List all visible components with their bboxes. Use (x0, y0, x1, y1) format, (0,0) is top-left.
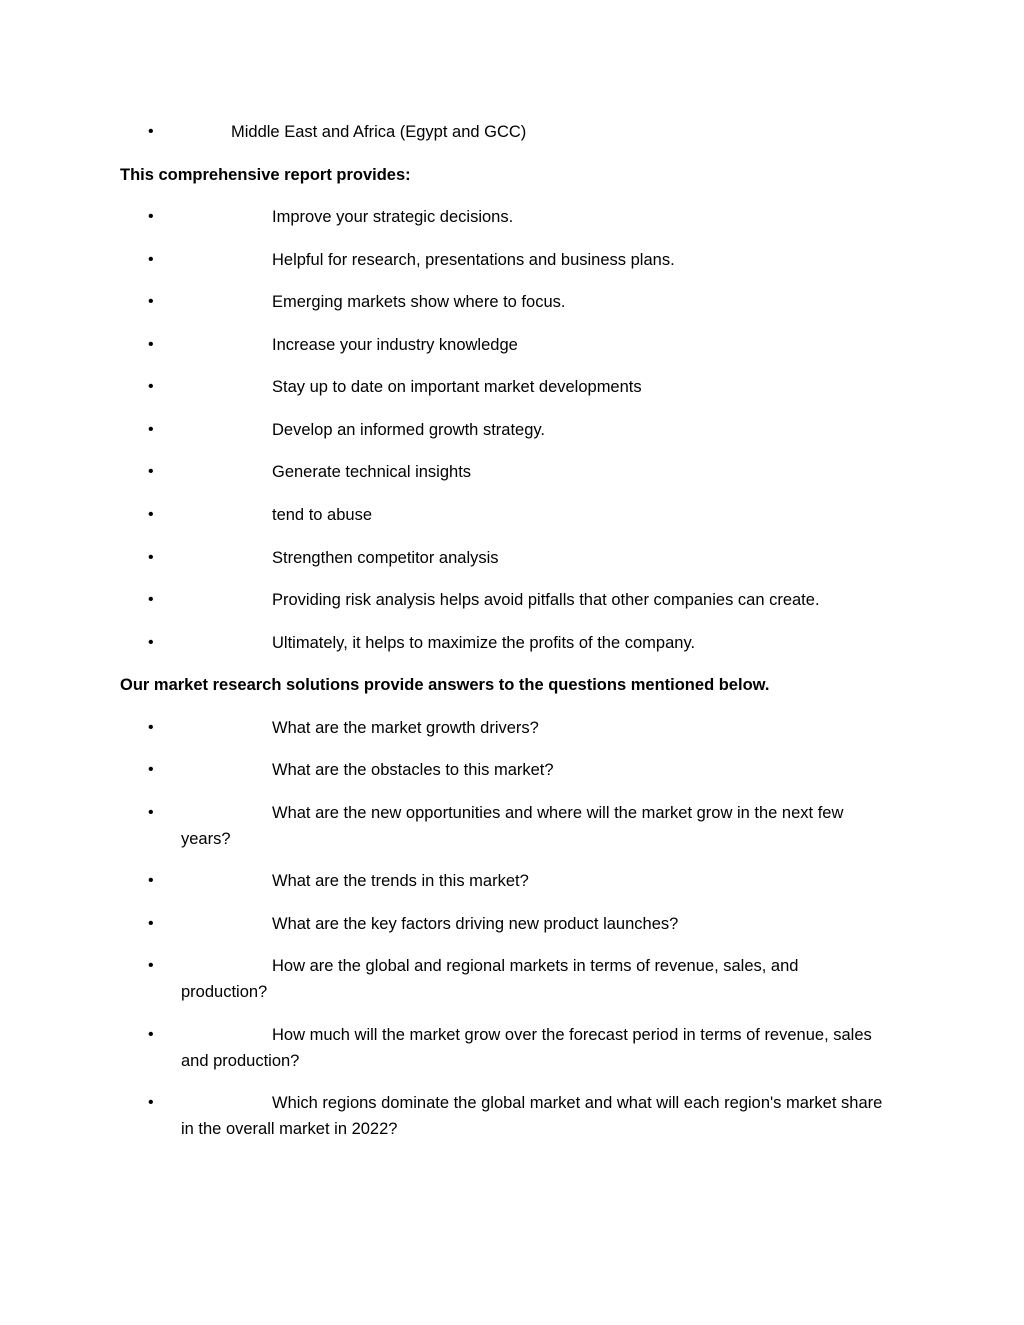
list-item: What are the market growth drivers? (272, 719, 539, 737)
bullet-icon (148, 289, 160, 315)
bullet-icon (148, 868, 160, 894)
bullet-icon (148, 757, 160, 783)
list-item: Middle East and Africa (Egypt and GCC) (231, 123, 527, 141)
bullet-icon (148, 715, 160, 741)
list-item: tend to abuse (272, 506, 372, 524)
bullet-icon (148, 374, 160, 400)
questions-heading: Our market research solutions provide answers to the questions mentioned below. (120, 676, 770, 694)
list-item-continuation: in the overall market in 2022? (181, 1120, 398, 1138)
bullet-icon (148, 247, 160, 273)
bullet-icon (148, 332, 160, 358)
bullet-icon (148, 587, 160, 613)
bullet-icon (148, 911, 160, 937)
bullet-icon (148, 800, 160, 826)
list-item: Stay up to date on important market developments (272, 378, 642, 396)
bullet-icon (148, 204, 160, 230)
list-item: What are the new opportunities and where will the market grow in the next few (272, 804, 844, 822)
list-item: Helpful for research, presentations and business plans. (272, 251, 675, 269)
list-item: Which regions dominate the global market and what will each region's market share (272, 1094, 883, 1112)
bullet-icon (148, 545, 160, 571)
list-item: Generate technical insights (272, 463, 472, 481)
bullet-icon (148, 119, 160, 145)
list-item: Improve your strategic decisions. (272, 208, 514, 226)
report-provides-heading: This comprehensive report provides: (120, 166, 411, 184)
bullet-icon (148, 417, 160, 443)
list-item: What are the obstacles to this market? (272, 761, 554, 779)
list-item-continuation: and production? (181, 1052, 300, 1070)
list-item: Emerging markets show where to focus. (272, 293, 566, 311)
list-item: How much will the market grow over the forecast period in terms of revenue, sales (272, 1026, 872, 1044)
bullet-icon (148, 1090, 160, 1116)
list-item: Develop an informed growth strategy. (272, 421, 545, 439)
list-item: Ultimately, it helps to maximize the profits of the company. (272, 634, 696, 652)
list-item: What are the key factors driving new product launches? (272, 915, 679, 933)
bullet-icon (148, 953, 160, 979)
bullet-icon (148, 1022, 160, 1048)
bullet-icon (148, 502, 160, 528)
list-item-continuation: production? (181, 983, 268, 1001)
list-item: Providing risk analysis helps avoid pitfalls that other companies can create. (272, 591, 820, 609)
list-item: How are the global and regional markets in terms of revenue, sales, and (272, 957, 799, 975)
bullet-icon (148, 459, 160, 485)
list-item: Strengthen competitor analysis (272, 549, 499, 567)
list-item-continuation: years? (181, 830, 231, 848)
bullet-icon (148, 630, 160, 656)
list-item: What are the trends in this market? (272, 872, 529, 890)
list-item: Increase your industry knowledge (272, 336, 518, 354)
